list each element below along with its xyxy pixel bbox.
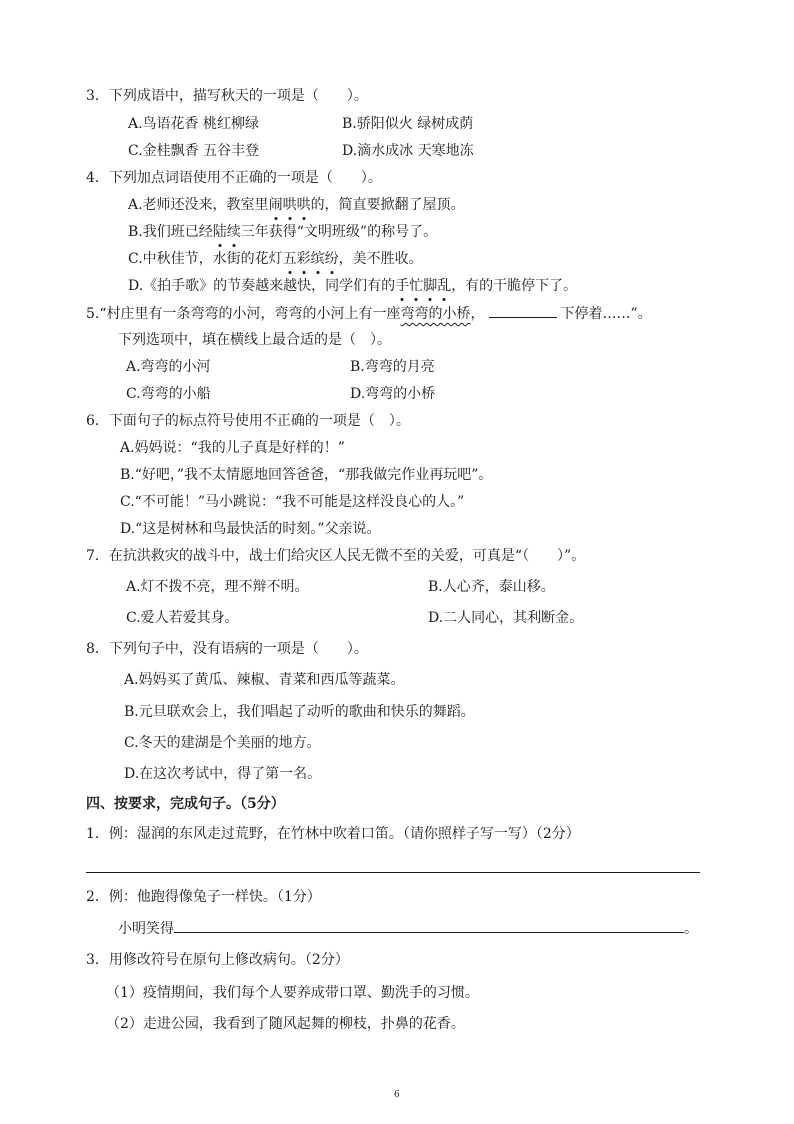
q7-option-a: A.灯不拨不亮，理不辩不明。	[126, 579, 309, 595]
q5-option-d: D.弯弯的小桥	[350, 386, 436, 402]
sec4-item-3-sentence-1: （1）疫情期间，我们每个人要养成带口罩、勤洗手的习惯。	[106, 985, 479, 1001]
q8-option-c: C.冬天的建湖是个美丽的地方。	[124, 735, 321, 751]
q3-option-c: C.金桂飘香 五谷丰登	[128, 143, 260, 159]
sec4-item-3: 3．用修改符号在原句上修改病句。（2分）	[86, 952, 349, 968]
q5-option-c: C.弯弯的小船	[126, 386, 211, 402]
sec4-item-1: 1．例：湿润的东风走过荒野，在竹林中吹着口笛。（请你照样子写一写）（2分）	[86, 826, 580, 842]
sec4-item-1-answer-line[interactable]	[86, 872, 700, 873]
q8-option-d: D.在这次考试中，得了第一名。	[124, 766, 322, 782]
q7-stem: 7．在抗洪救灾的战斗中，战士们给灾区人民无微不至的关爱，可真是“（ ）”。	[86, 548, 586, 564]
q5-stem: 5.“村庄里有一条弯弯的小河，弯弯的小河上有一座弯弯的小桥， 下停着……”。	[86, 303, 652, 324]
q5-sub-stem: 下列选项中，填在横线上最合适的是（ ）。	[118, 332, 391, 348]
q4-option-a: A.老师还没来，教室里闹哄哄的，简直要掀翻了屋顶。	[128, 197, 465, 213]
sec4-item-2-answer: 小明笑得 。	[118, 918, 698, 939]
q5-wavy-underline: 弯弯的小桥	[400, 306, 471, 322]
q7-option-b: B.人心齐，泰山移。	[428, 579, 555, 595]
sec4-item-2: 2．例：他跑得像兔子一样快。（1分）	[86, 889, 321, 905]
q4-option-c: C.中秋佳节，水街的花灯五彩缤纷，美不胜收。	[128, 251, 423, 267]
sec4-item-2-answer-blank[interactable]	[174, 918, 684, 933]
sec4-item-3-sentence-2: （2）走进公园，我看到了随风起舞的柳枝，扑鼻的花香。	[106, 1016, 465, 1032]
q5-option-a: A.弯弯的小河	[126, 359, 211, 375]
q8-stem: 8．下列句子中，没有语病的一项是（ ）。	[86, 641, 368, 657]
q3-stem: 3．下列成语中，描写秋天的一项是（ ）。	[86, 88, 368, 104]
q8-option-b: B.元旦联欢会上，我们唱起了动听的歌曲和快乐的舞蹈。	[124, 704, 475, 720]
q4-option-d: D.《拍手歌》的节奏越来越快，同学们有的手忙脚乱，有的干脆停下了。	[128, 278, 578, 294]
q7-option-c: C.爱人若爱其身。	[126, 610, 239, 626]
q5-option-b: B.弯弯的月亮	[350, 359, 435, 375]
q6-option-a: A.妈妈说：“我的儿子真是好样的！”	[120, 440, 345, 456]
q3-option-d: D.滴水成冰 天寒地冻	[342, 143, 474, 159]
q6-option-c: C.“不可能！”马小跳说：“我不可能是这样没良心的人。”	[120, 494, 465, 510]
section-4-heading: 四、按要求，完成句子。（5分）	[86, 796, 285, 812]
q6-option-d: D.“这是树林和鸟最快活的时刻。”父亲说。	[120, 521, 381, 537]
q7-option-d: D.二人同心，其利断金。	[428, 610, 584, 626]
q4-option-b: B.我们班已经陆续三年获得“文明班级”的称号了。	[128, 224, 438, 240]
q3-option-b: B.骄阳似火 绿树成荫	[342, 116, 474, 132]
page-number: 6	[394, 1090, 400, 1100]
q3-option-a: A.鸟语花香 桃红柳绿	[128, 116, 260, 132]
q6-option-b: B.“好吧，”我不太情愿地回答爸爸，“那我做完作业再玩吧”。	[120, 467, 493, 483]
q5-answer-blank[interactable]	[489, 303, 557, 318]
q4-stem: 4．下列加点词语使用不正确的一项是（ ）。	[86, 170, 382, 186]
q6-stem: 6．下面句子的标点符号使用不正确的一项是（ ）。	[86, 413, 410, 429]
q8-option-a: A.妈妈买了黄瓜、辣椒、青菜和西瓜等蔬菜。	[124, 672, 405, 688]
